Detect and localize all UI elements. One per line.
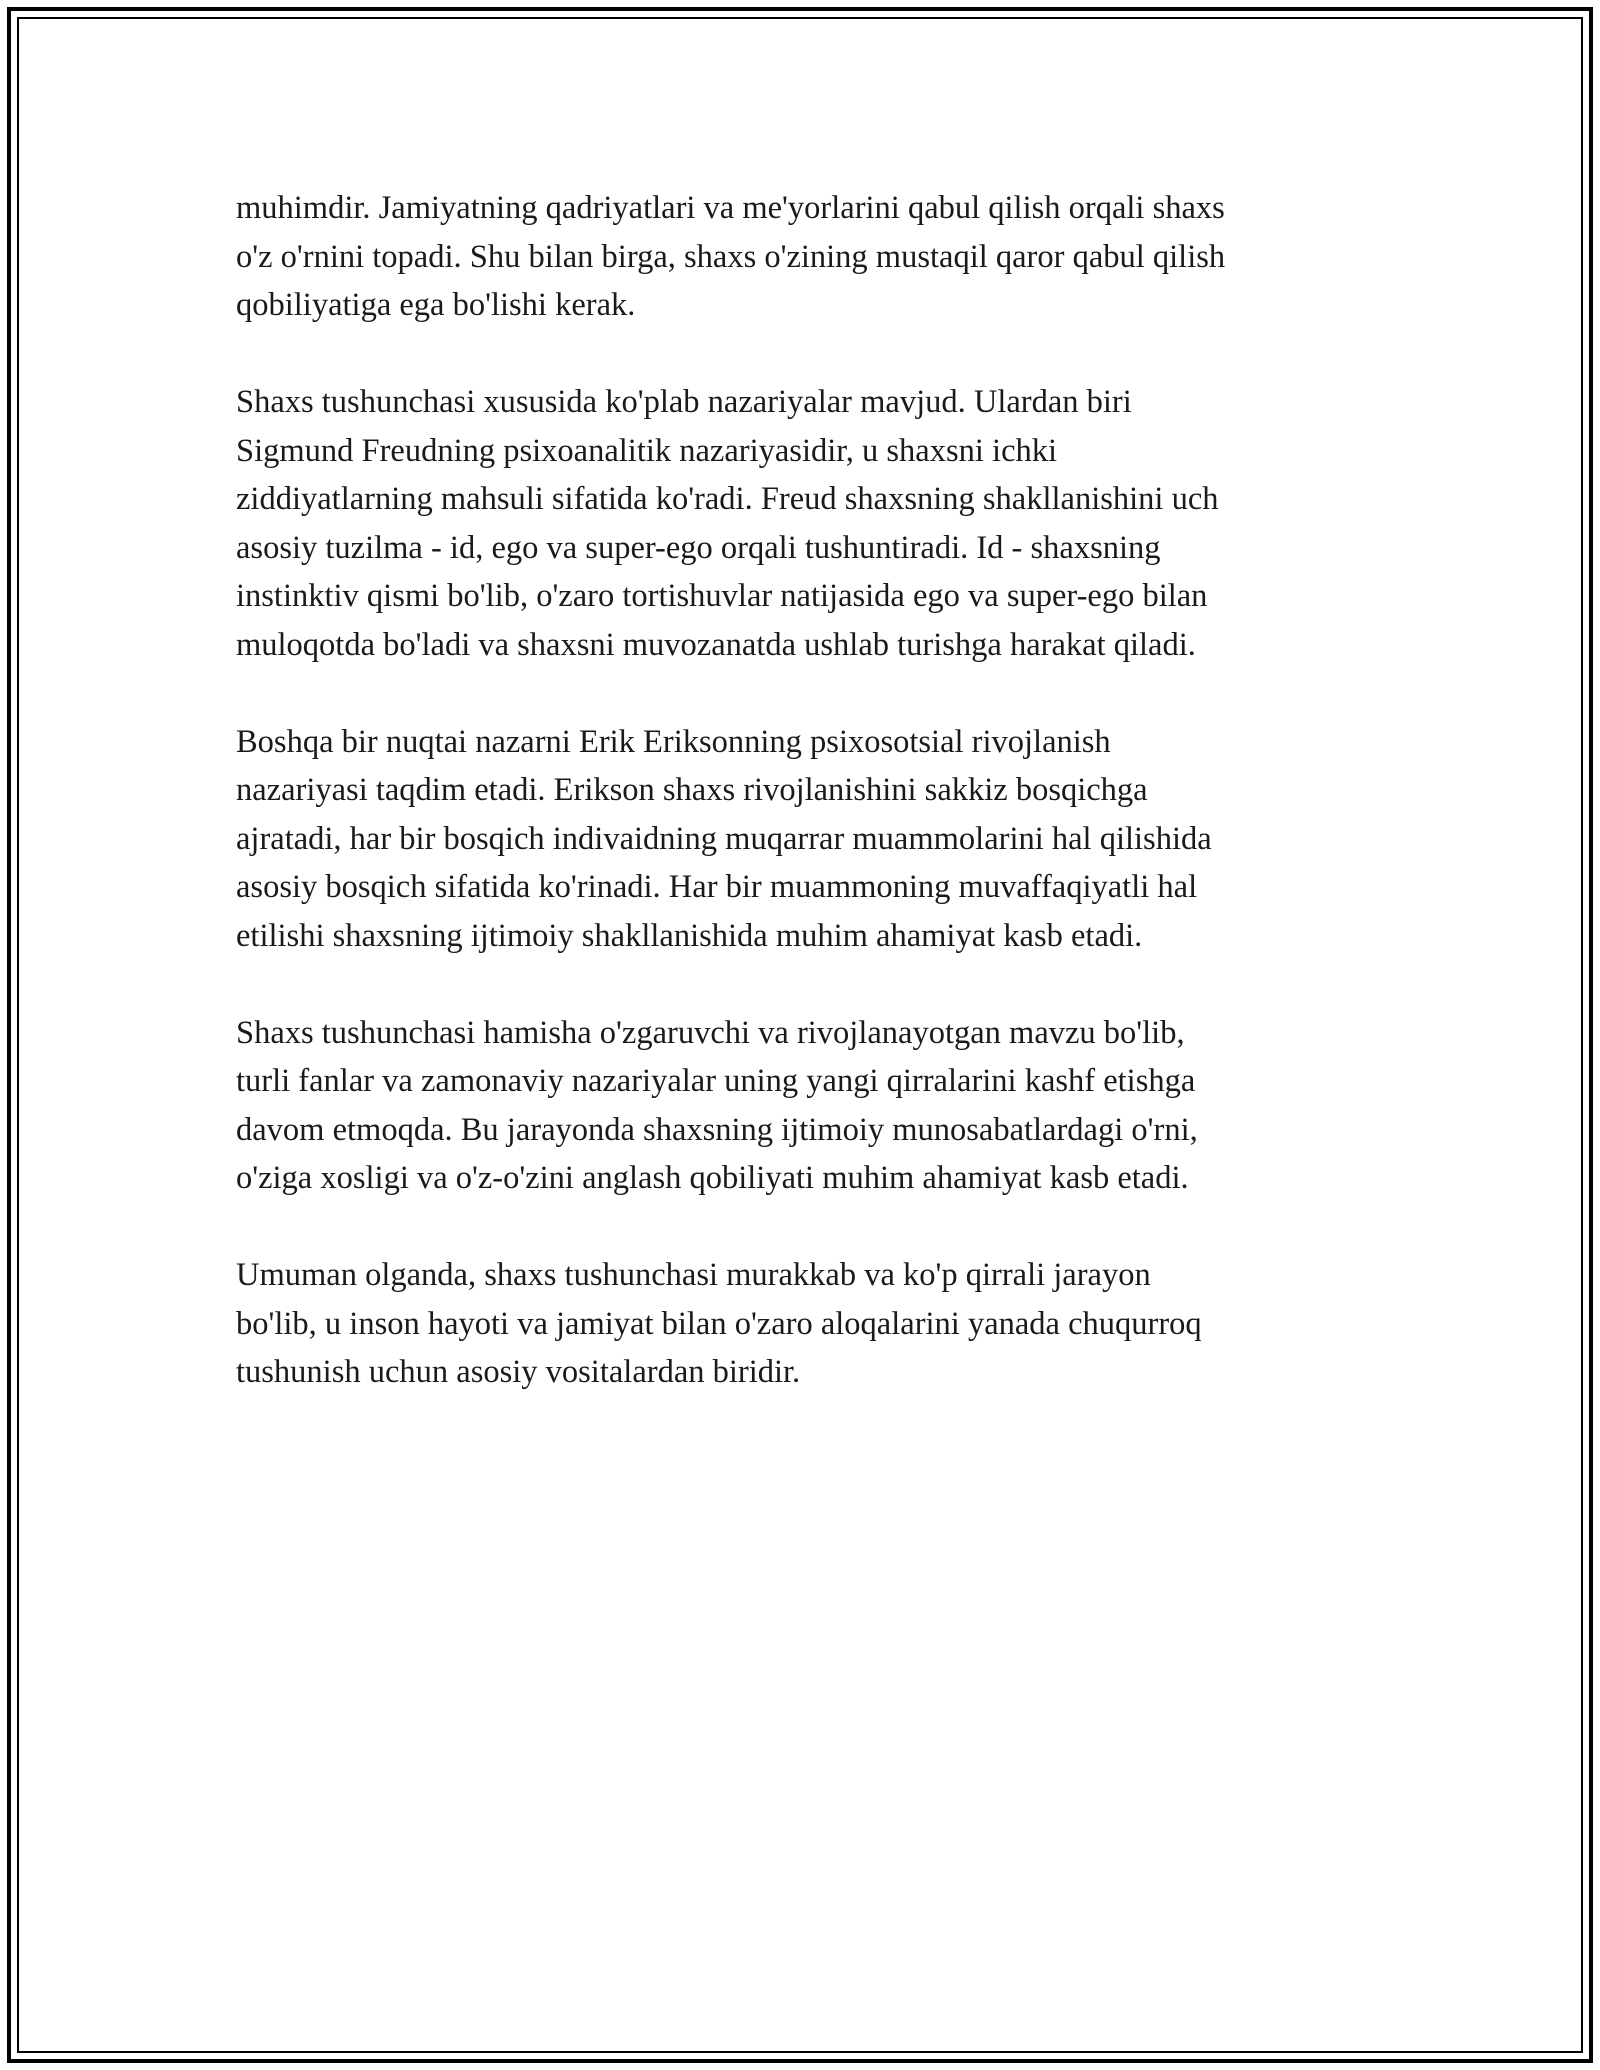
text-line: etilishi shaxsning ijtimoiy shakllanishida muhim ahamiyat kasb etadi. bbox=[236, 917, 1143, 954]
text-line: nazariyasi taqdim etadi. Erikson shaxs rivojlanishini sakkiz bosqichga bbox=[236, 772, 1148, 808]
text-line: Sigmund Freudning psixoanalitik nazariyasidir, u shaxsni ichki bbox=[236, 432, 1058, 469]
document-body bbox=[236, 184, 1366, 1445]
text-line: bo'lib, u inson hayoti va jamiyat bilan o'zaro aloqalarini yanada chuqurroq bbox=[236, 1305, 1202, 1342]
text-line: turli fanlar va zamonaviy nazariyalar uning yangi qirralarini kashf etishga bbox=[236, 1063, 1196, 1099]
text-line: asosiy bosqich sifatida ko'rinadi. Har bir muammoning muvaffaqiyatli hal bbox=[236, 869, 1198, 905]
text-line: Umuman olganda, shaxs tushunchasi murakkab va ko'p qirrali jarayon bbox=[236, 1257, 1151, 1293]
text-line: instinktiv qismi bo'lib, o'zaro tortishuvlar natijasida ego va super-ego bilan bbox=[236, 578, 1208, 614]
text-line: o'ziga xosligi va o'z-o'zini anglash qobiliyati muhim ahamiyat kasb etadi. bbox=[236, 1160, 1189, 1196]
text-line: ajratadi, har bir bosqich indivaidning muqarrar muammolarini hal qilishida bbox=[236, 820, 1212, 857]
paragraph bbox=[236, 1251, 1366, 1397]
paragraph bbox=[236, 718, 1366, 961]
paragraph bbox=[236, 1009, 1366, 1203]
text-line: tushunish uchun asosiy vositalardan biridir. bbox=[236, 1354, 801, 1390]
text-line: muhimdir. Jamiyatning qadriyatlari va me'yorlarini qabul qilish orqali shaxs bbox=[236, 190, 1225, 226]
text-line: muloqotda bo'ladi va shaxsni muvozanatda ushlab turishga harakat qiladi. bbox=[236, 626, 1196, 663]
text-line: davom etmoqda. Bu jarayonda shaxsning ijtimoiy munosabatlardagi o'rni, bbox=[236, 1111, 1198, 1148]
text-line: o'z o'rnini topadi. Shu bilan birga, shaxs o'zining mustaqil qaror qabul qilish bbox=[236, 238, 1226, 275]
text-line: ziddiyatlarning mahsuli sifatida ko'radi. Freud shaxsning shakllanishini uch bbox=[236, 481, 1219, 517]
text-line: Boshqa bir nuqtai nazarni Erik Eriksonning psixosotsial rivojlanish bbox=[236, 723, 1111, 760]
text-line: qobiliyatiga ega bo'lishi kerak. bbox=[236, 287, 636, 323]
text-line: asosiy tuzilma - id, ego va super-ego orqali tushuntiradi. Id - shaxsning bbox=[236, 529, 1161, 566]
paragraph bbox=[236, 378, 1366, 669]
text-line: Shaxs tushunchasi hamisha o'zgaruvchi va rivojlanayotgan mavzu bo'lib, bbox=[236, 1014, 1185, 1051]
text-line: Shaxs tushunchasi xususida ko'plab nazariyalar mavjud. Ulardan biri bbox=[236, 384, 1132, 420]
paragraph bbox=[236, 184, 1366, 330]
